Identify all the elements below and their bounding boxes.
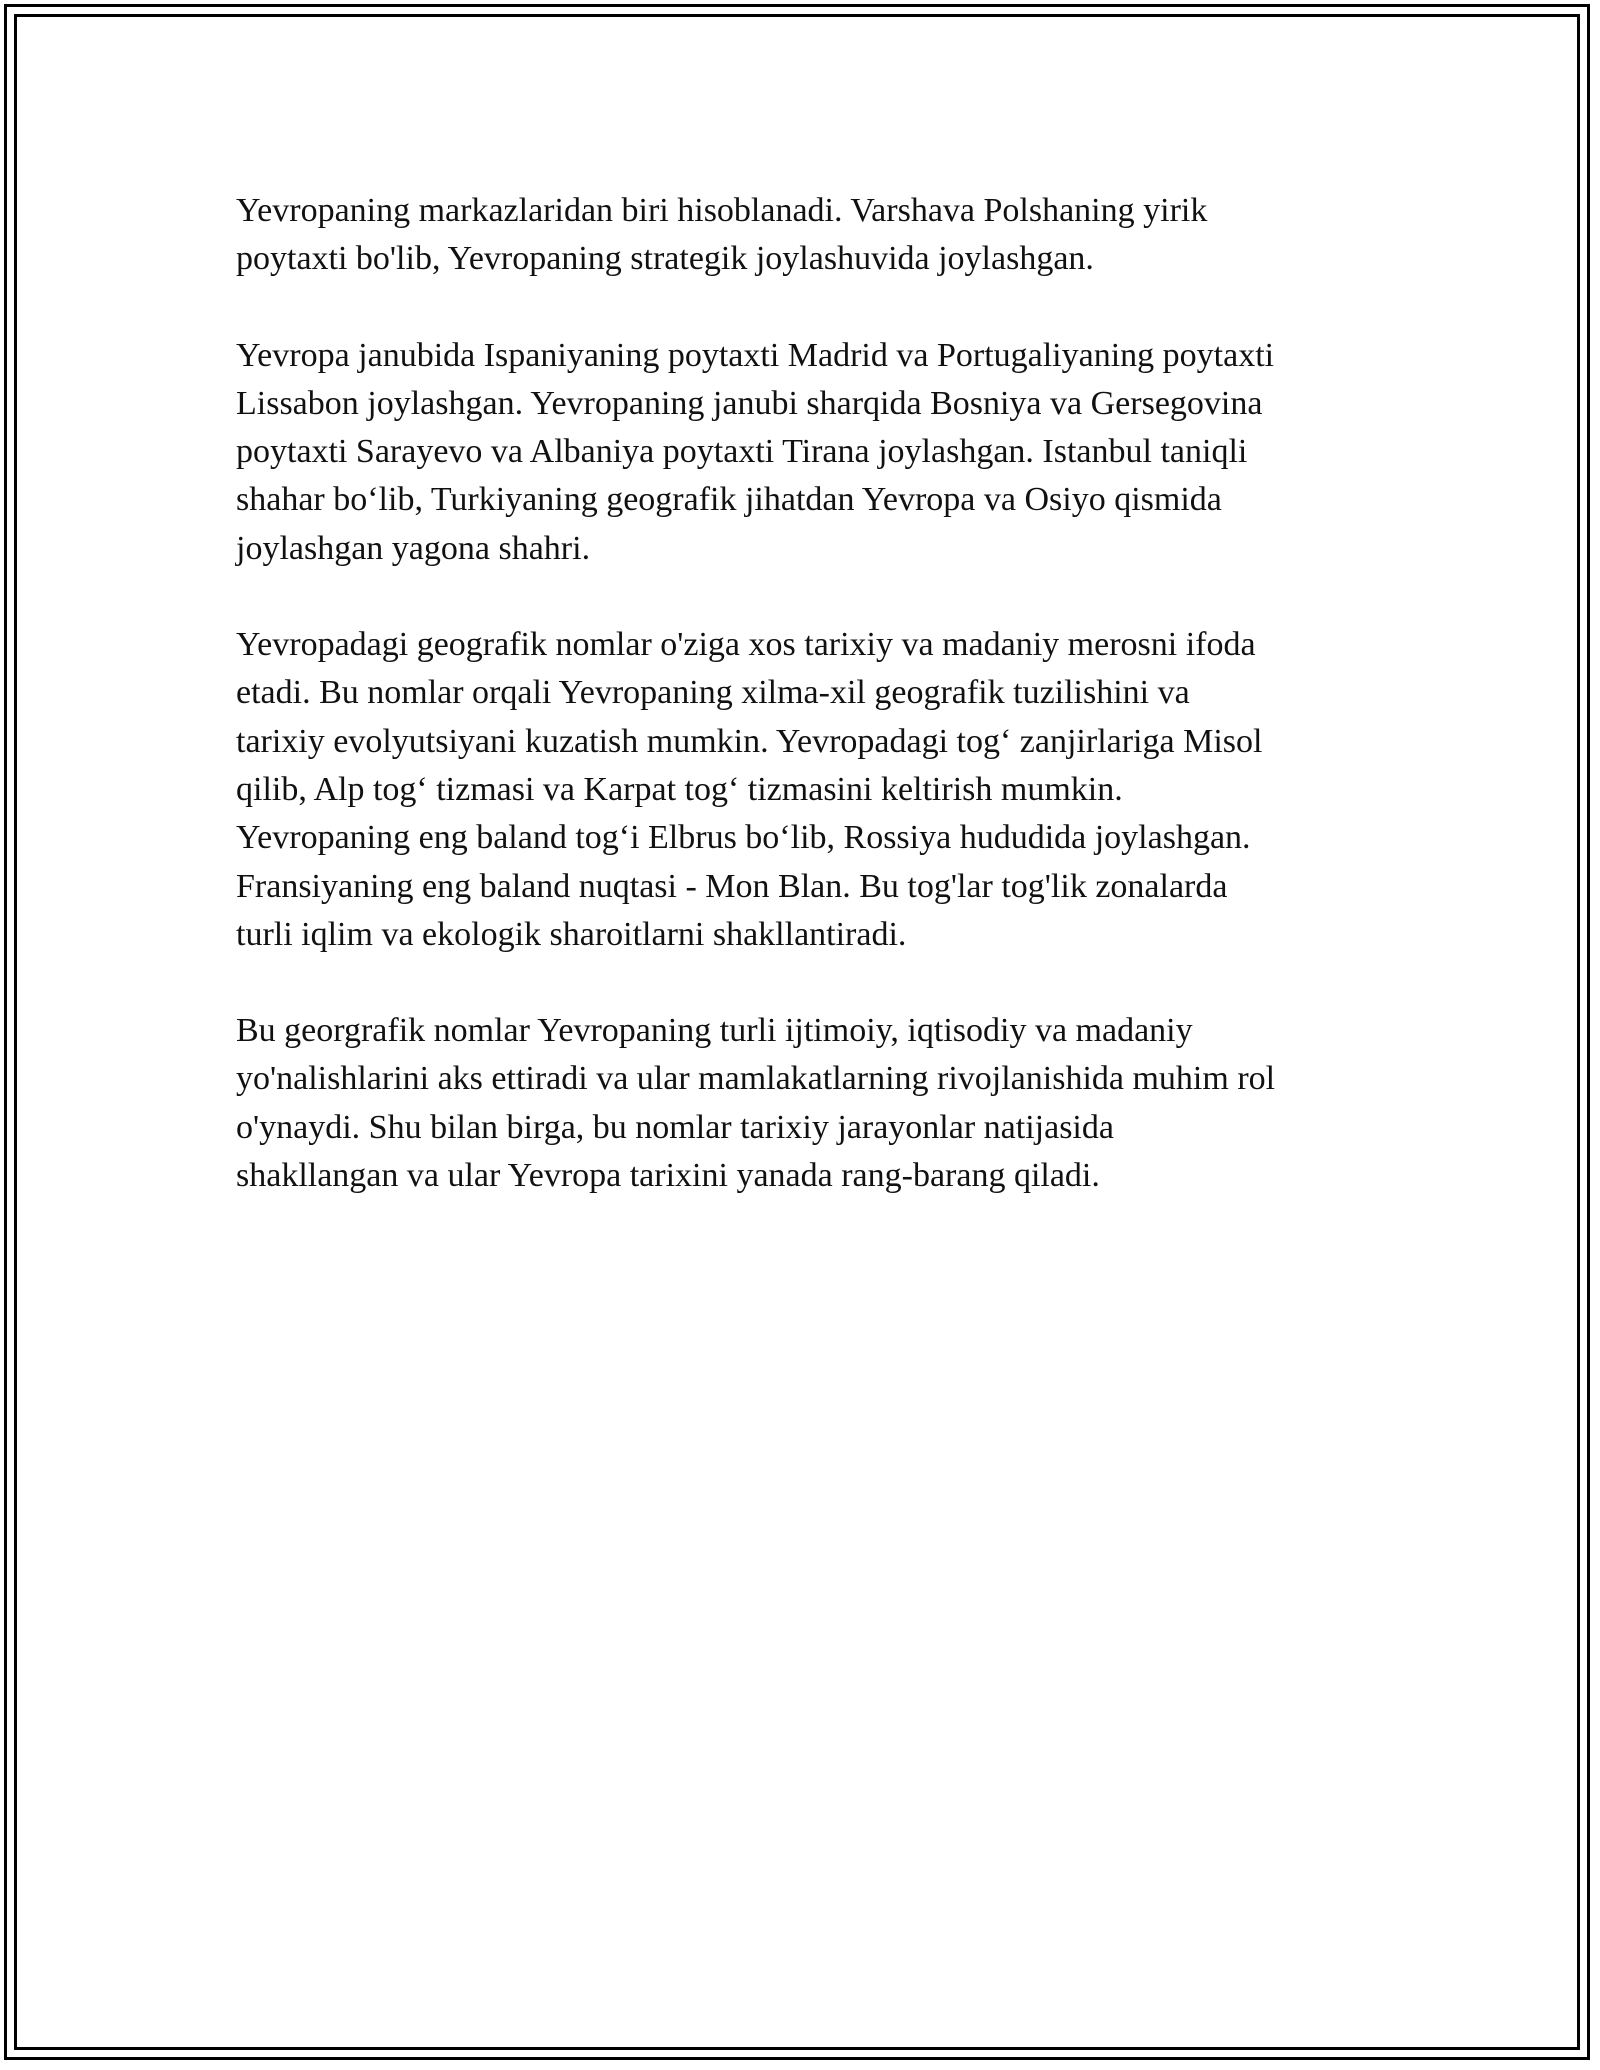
paragraph-2 [236, 332, 1366, 573]
paragraph-line: poytaxti Sarayevo va Albaniya poytaxti Tirana joylashgan. Istanbul taniqli [236, 433, 1248, 471]
paragraph-line: shakllangan va ular Yevropa tarixini yanada rang-barang qiladi. [236, 1157, 1100, 1195]
paragraph-line: Yevropaning eng baland tog‘i Elbrus bo‘lib, Rossiya hududida joylashgan. [236, 819, 1251, 857]
paragraph-line: shahar bo‘lib, Turkiyaning geografik jihatdan Yevropa va Osiyo qismida [236, 481, 1222, 519]
paragraph-line: Yevropa janubida Ispaniyaning poytaxti Madrid va Portugaliyaning poytaxti [236, 336, 1275, 374]
paragraph-line: Yevropaning markazlaridan biri hisoblanadi. Varshava Polshaning yirik [236, 192, 1208, 229]
paragraph-line: etadi. Bu nomlar orqali Yevropaning xilma-xil geografik tuzilishini va [236, 674, 1190, 712]
paragraph-3 [236, 621, 1366, 959]
paragraph-line: yo'nalishlarini aks ettiradi va ular mamlakatlarning rivojlanishida muhim rol [236, 1060, 1276, 1098]
paragraph-line: Bu georgrafik nomlar Yevropaning turli ijtimoiy, iqtisodiy va madaniy [236, 1012, 1193, 1050]
paragraph-line: joylashgan yagona shahri. [236, 529, 591, 567]
paragraph-line: tarixiy evolyutsiyani kuzatish mumkin. Yevropadagi tog‘ zanjirlariga Misol [236, 722, 1263, 760]
paragraph-line: poytaxti bo'lib, Yevropaning strategik joylashuvida joylashgan. [236, 240, 1094, 278]
paragraph-line: Lissabon joylashgan. Yevropaning janubi sharqida Bosniya va Gersegovina [236, 384, 1263, 422]
paragraph-line: o'ynaydi. Shu bilan birga, bu nomlar tarixiy jarayonlar natijasida [236, 1108, 1114, 1146]
paragraph-line: Yevropadagi geografik nomlar o'ziga xos tarixiy va madaniy merosni ifoda [236, 626, 1256, 664]
paragraph-1 [236, 187, 1366, 284]
paragraph-4 [236, 1007, 1366, 1200]
paragraph-line: Fransiyaning eng baland nuqtasi - Mon Blan. Bu tog'lar tog'lik zonalarda [236, 867, 1228, 905]
paragraph-line: qilib, Alp tog‘ tizmasi va Karpat tog‘ tizmasini keltirish mumkin. [236, 770, 1123, 808]
document-body [236, 187, 1366, 1248]
paragraph-line: turli iqlim va ekologik sharoitlarni shakllantiradi. [236, 915, 907, 953]
